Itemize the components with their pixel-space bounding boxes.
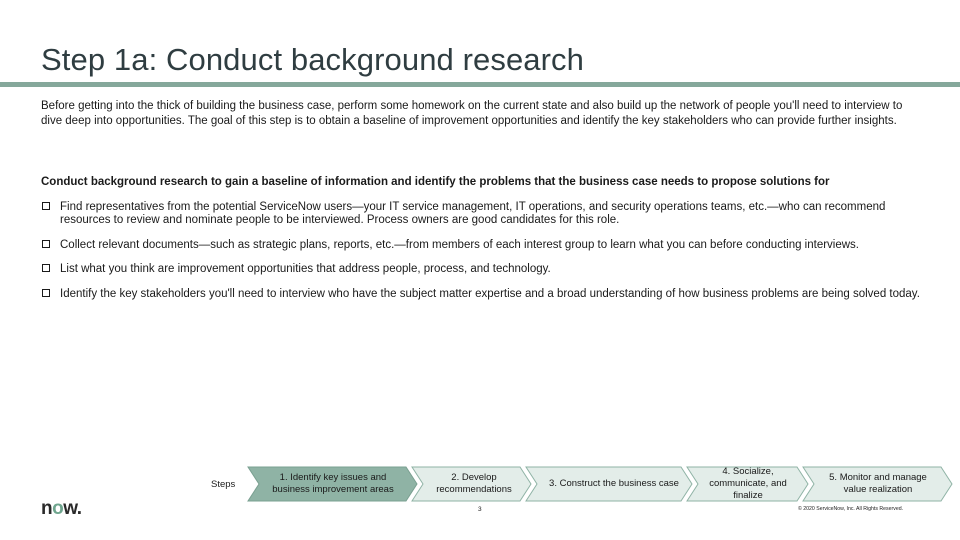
step-2-label: 2. Develop recommendations [436,472,512,495]
page-title: Step 1a: Conduct background research [41,42,584,77]
checklist-item-text: Collect relevant documents—such as strategic plans, reports, etc.—from members of each interest group to learn what you can before conducting interviews. [60,238,859,251]
step-1-label: 1. Identify key issues and business improvement areas [272,472,394,495]
step-5-label: 5. Monitor and manage value realization [829,472,927,495]
checklist-item-text: List what you think are improvement opportunities that address people, process, and technology. [60,263,551,276]
checklist-item-text: Find representatives from the potential ServiceNow users—your IT service management, IT operations, and security operations teams, etc.—who can recommend resources to review and nominate people to be interviewed. Process owners are good candidates for this role. [60,201,886,227]
copyright-notice: © 2020 ServiceNow, Inc. All Rights Reserved. [798,506,904,512]
steps-label: Steps [211,479,236,490]
step-4-label: 4. Socialize, communicate, and finalize [709,466,787,501]
page-number: 3 [478,506,482,513]
section-heading: Conduct background research to gain a baseline of information and identify the problems that the business case needs to propose solutions for [41,176,830,188]
step-3-label: 3. Construct the business case [549,478,679,490]
checklist-item-text: Identify the key stakeholders you'll need to interview who have the subject matter expertise and a broad understanding of how business problems are being solved today. [60,287,920,300]
servicenow-logo: now. [41,498,82,519]
intro-paragraph: Before getting into the thick of building the business case, perform some homework on the current state and also build up the network of people you'll need to interview to dive deep into opportunities. The goal of this step is to obtain a baseline of improvement opportunities and identify the key stakeholders who can provide further insights. [41,100,903,127]
